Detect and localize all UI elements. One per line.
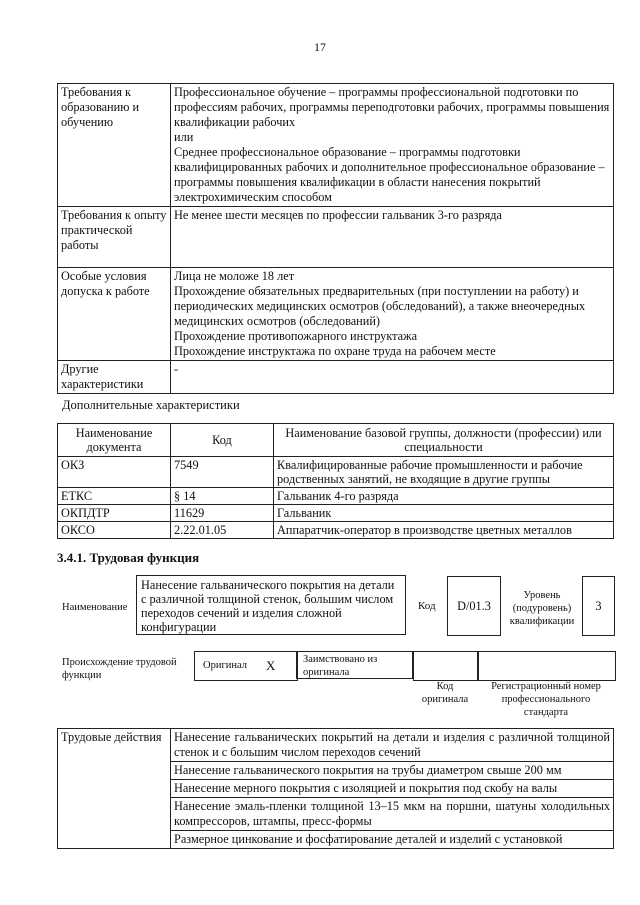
action-item: Нанесение мерного покрытия с изоляцией и покрытия под скобу на валы <box>171 780 614 798</box>
original-mark: X <box>266 658 276 673</box>
row-label: Особые условия допуска к работе <box>58 268 171 361</box>
row-content <box>171 84 614 207</box>
extra-title: Дополнительные характеристики <box>62 398 240 412</box>
original-box <box>194 651 298 681</box>
level-label: Уровень (подуровень) квалификации <box>509 590 575 627</box>
name-label: Наименование <box>62 602 128 613</box>
row-label: Другие характеристики <box>58 361 171 394</box>
table-row <box>58 361 614 394</box>
cell: ОКСО <box>58 522 171 539</box>
cell: Квалифицированные рабочие промышленности и рабочие родственных занятий, не входящие в другие группы <box>274 457 614 488</box>
row-label: Требования к образованию и обучению <box>58 84 171 207</box>
page-number: 17 <box>314 40 326 54</box>
row-label: Требования к опыту практической работы <box>58 207 171 268</box>
row-content <box>171 268 614 361</box>
cell: ОКПДТР <box>58 505 171 522</box>
function-name-box: Нанесение гальванического покрытия на детали с различной толщиной стенок, большим числом переходов сечений и изделия сложной конфигурации <box>136 575 406 635</box>
content-line: Прохождение инструктажа по охране труда на рабочем месте <box>174 344 496 358</box>
cell: ОКЗ <box>58 457 171 488</box>
table-row <box>58 488 614 505</box>
cell: § 14 <box>171 488 274 505</box>
cell: Гальваник 4-го разряда <box>274 488 614 505</box>
header-row <box>58 424 614 457</box>
actions-table <box>57 728 614 849</box>
table-row <box>58 268 614 361</box>
section-title: 3.4.1. Трудовая функция <box>57 550 200 565</box>
code-label: Код <box>418 600 436 612</box>
header-cell: Наименование документа <box>58 424 171 457</box>
table-row <box>58 84 614 207</box>
code-value-box: D/01.3 <box>447 576 501 636</box>
code-original-caption: Код оригинала <box>421 681 469 705</box>
header-cell: Наименование базовой группы, должности (профессии) или специальности <box>274 424 614 457</box>
header-cell: Код <box>171 424 274 457</box>
content-line: Лица не моложе 18 лет <box>174 269 295 283</box>
reg-number-box <box>477 651 616 681</box>
cell: ЕТКС <box>58 488 171 505</box>
code-original-box <box>413 651 479 681</box>
origin-label: Происхождение трудовой функции <box>62 657 177 681</box>
content-line: или <box>174 130 194 144</box>
table-row <box>58 522 614 539</box>
action-item: Размерное цинкование и фосфатирование деталей и изделий с установкой <box>171 831 614 849</box>
borrowed-box: Заимствовано из оригинала <box>296 651 413 679</box>
content-line: Среднее профессиональное образование – программы подготовки квалифицированных рабочих и дополнительное профессиональное образование – программы повышения квалификации в области нанесения покрытий электрохимическим способом <box>174 145 605 204</box>
requirements-table <box>57 83 614 394</box>
cell: Гальваник <box>274 505 614 522</box>
cell: 11629 <box>171 505 274 522</box>
table-row <box>58 505 614 522</box>
content-line: Профессиональное обучение – программы профессиональной подготовки по профессиям рабочих, программы переподготовки рабочих, программы повышения квалификации рабочих <box>174 85 610 129</box>
action-item: Нанесение гальванического покрытия на трубы диаметром свыше 200 мм <box>171 762 614 780</box>
original-label: Оригинал <box>203 660 247 671</box>
extra-table <box>57 423 614 539</box>
table-row <box>58 457 614 488</box>
row-content: - <box>171 361 614 394</box>
action-item: Нанесение эмаль-пленки толщиной 13–15 мкм на поршни, шатуны холодильных компрессоров, штампы, пресс-формы <box>171 798 614 831</box>
table-row <box>58 207 614 268</box>
table-row <box>58 729 614 762</box>
content-line: Прохождение противопожарного инструктажа <box>174 329 418 343</box>
reg-number-caption: Регистрационный номер профессионального стандарта <box>491 681 601 718</box>
cell: 2.22.01.05 <box>171 522 274 539</box>
row-content: Не менее шести месяцев по профессии гальваник 3-го разряда <box>171 207 614 268</box>
cell: 7549 <box>171 457 274 488</box>
content-line: Прохождение обязательных предварительных (при поступлении на работу) и периодических медицинских осмотров (обследований), а также внеочередных медицинских осмотров (обследований) <box>174 284 586 328</box>
level-value-box: 3 <box>582 576 615 636</box>
action-item: Нанесение гальванических покрытий на детали и изделия с различной толщиной стенок и с большим числом переходов сечений <box>171 729 614 762</box>
row-label: Трудовые действия <box>58 729 171 849</box>
cell: Аппаратчик-оператор в производстве цветных металлов <box>274 522 614 539</box>
